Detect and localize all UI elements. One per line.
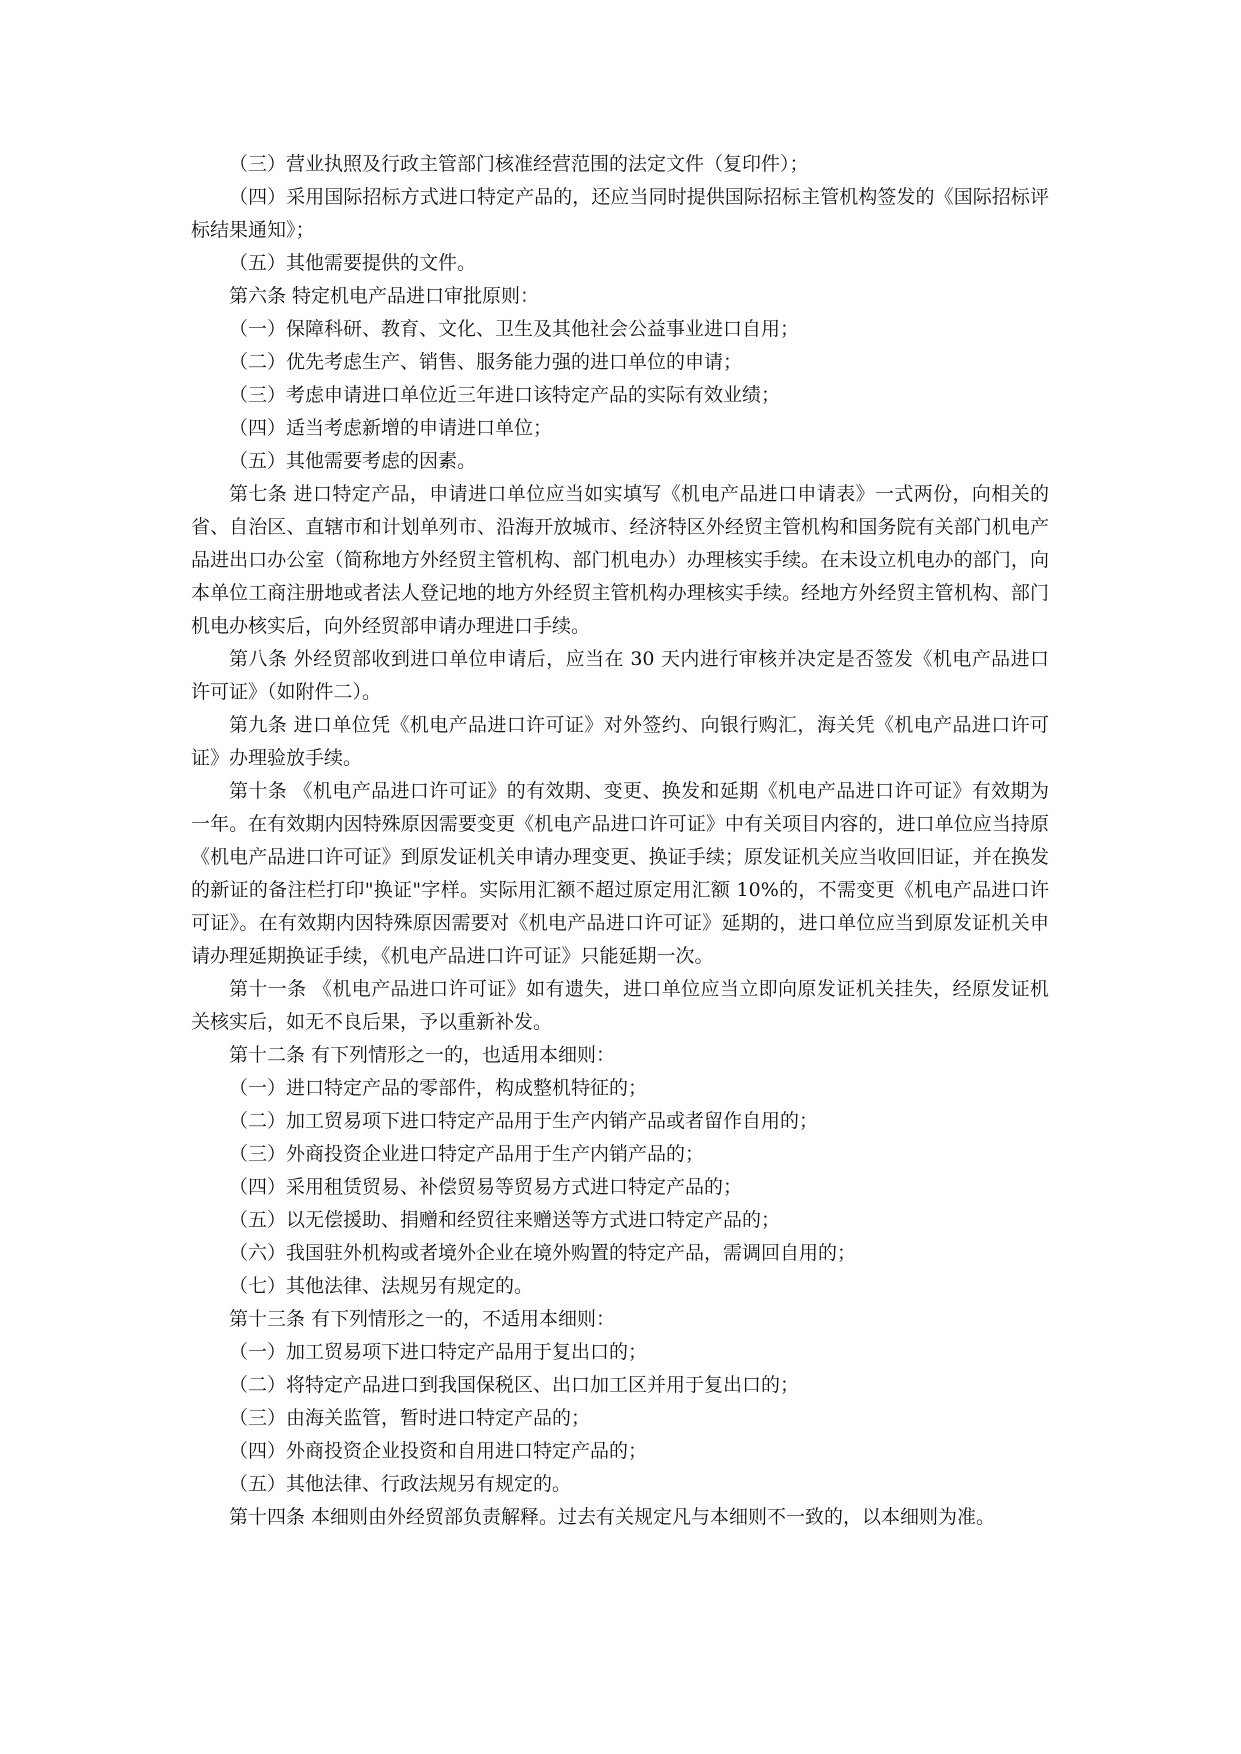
paragraph: （五）其他法律、行政法规另有规定的。 [229, 1473, 572, 1495]
article-heading: 第十三条 有下列情形之一的，不适用本细则： [229, 1308, 616, 1330]
article-paragraph: 第十四条 本细则由外经贸部负责解释。过去有关规定凡与本细则不一致的，以本细则为准。 [229, 1506, 996, 1528]
paragraph: （一）进口特定产品的零部件，构成整机特征的； [229, 1077, 648, 1099]
paragraph: （七）其他法律、法规另有规定的。 [229, 1275, 534, 1297]
article-paragraph: 第九条 进口单位凭《机电产品进口许可证》对外签约、向银行购汇，海关凭《机电产品进口许可证》办理验放手续。 [191, 714, 1049, 769]
paragraph: （四）适当考虑新增的申请进口单位； [229, 417, 553, 439]
paragraph: （三）外商投资企业进口特定产品用于生产内销产品的； [229, 1143, 705, 1165]
paragraph: （六）我国驻外机构或者境外企业在境外购置的特定产品，需调回自用的； [229, 1242, 857, 1264]
article-paragraph: 第十一条 《机电产品进口许可证》如有遗失，进口单位应当立即向原发证机关挂失，经原发证机关核实后，如无不良后果，予以重新补发。 [191, 978, 1049, 1033]
paragraph: （三）考虑申请进口单位近三年进口该特定产品的实际有效业绩； [229, 384, 781, 406]
paragraph: （五）其他需要提供的文件。 [229, 252, 477, 274]
paragraph: （三）营业执照及行政主管部门核准经营范围的法定文件（复印件）； [229, 153, 809, 175]
article-paragraph: 第十条 《机电产品进口许可证》的有效期、变更、换发和延期《机电产品进口许可证》有效期为一年。在有效期内因特殊原因需要变更《机电产品进口许可证》中有关项目内容的，进口单位应当持原《机电产品进口许可证》到原发证机关申请办理变更、换证手续；原发证机关应当收回旧证，并在换发的新证的备注栏打印"换证"字样。实际用汇额不超过原定用汇额 10%的，不需变更《机电产品进口许可证》。在有效期内因特殊原因需要对《机电产品进口许可证》延期的，进口单位应当到原发证机关申请办理延期换证手续，《机电产品进口许可证》只能延期一次。 [191, 780, 1049, 967]
paragraph: （二）优先考虑生产、销售、服务能力强的进口单位的申请； [229, 351, 743, 373]
article-paragraph: 第七条 进口特定产品，申请进口单位应当如实填写《机电产品进口申请表》一式两份，向相关的省、自治区、直辖市和计划单列市、沿海开放城市、经济特区外经贸主管机构和国务院有关部门机电产品进出口办公室（简称地方外经贸主管机构、部门机电办）办理核实手续。在未设立机电办的部门，向本单位工商注册地或者法人登记地的地方外经贸主管机构办理核实手续。经地方外经贸主管机构、部门机电办核实后，向外经贸部申请办理进口手续。 [191, 483, 1049, 637]
paragraph: （四）采用国际招标方式进口特定产品的，还应当同时提供国际招标主管机构签发的《国际招标评标结果通知》； [191, 186, 1049, 241]
article-heading: 第十二条 有下列情形之一的，也适用本细则： [229, 1044, 616, 1066]
paragraph: （一）加工贸易项下进口特定产品用于复出口的； [229, 1341, 648, 1363]
paragraph: （五）其他需要考虑的因素。 [229, 450, 477, 472]
paragraph: （一）保障科研、教育、文化、卫生及其他社会公益事业进口自用； [229, 318, 800, 340]
paragraph: （二）加工贸易项下进口特定产品用于生产内销产品或者留作自用的； [229, 1110, 819, 1132]
paragraph: （五）以无偿援助、捐赠和经贸往来赠送等方式进口特定产品的； [229, 1209, 781, 1231]
paragraph: （四）采用租赁贸易、补偿贸易等贸易方式进口特定产品的； [229, 1176, 743, 1198]
document-body [191, 148, 1049, 1534]
paragraph: （四）外商投资企业投资和自用进口特定产品的； [229, 1440, 648, 1462]
paragraph: （二）将特定产品进口到我国保税区、出口加工区并用于复出口的； [229, 1374, 800, 1396]
article-paragraph: 第八条 外经贸部收到进口单位申请后，应当在 30 天内进行审核并决定是否签发《机电产品进口许可证》（如附件二）。 [191, 648, 1049, 703]
article-heading: 第六条 特定机电产品进口审批原则： [229, 285, 540, 307]
paragraph: （三）由海关监管，暂时进口特定产品的； [229, 1407, 591, 1429]
